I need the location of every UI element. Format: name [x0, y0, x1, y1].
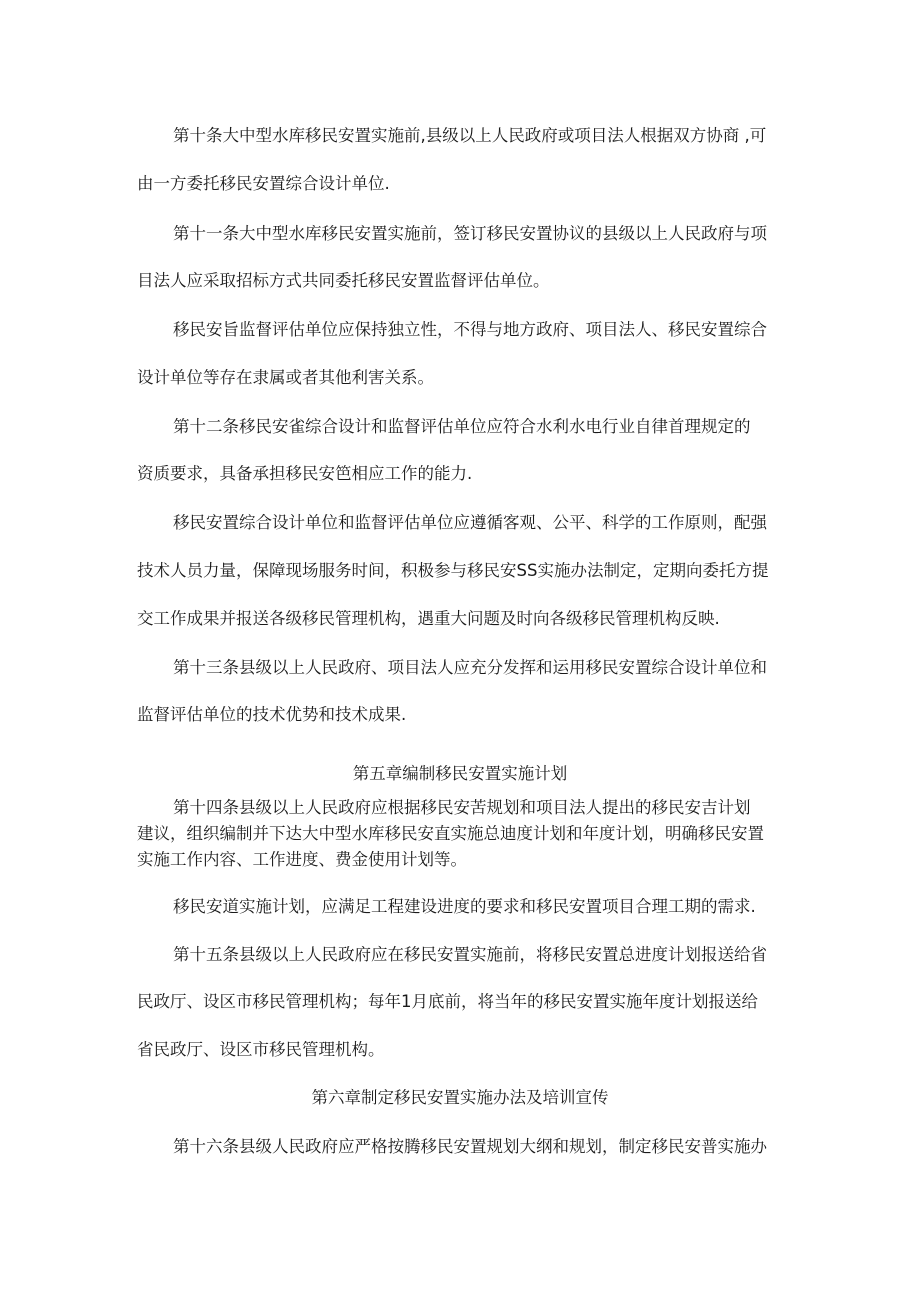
paragraph-principles-line-1: 移民安置综合设计单位和监督评估单位应遵循客观、公平、科学的工作原则，配强	[173, 513, 767, 532]
paragraph-independence-line-2: 设计单位等存在隶属或者其他利害关系。	[137, 368, 434, 387]
paragraph-article-10-line-2: 由一方委托移民安置综合设计单位.	[137, 174, 390, 193]
chapter-5-heading: 第五章编制移民安置实施计划	[352, 764, 568, 783]
paragraph-article-12-line-2: 资质要求，具备承担移民安笆相应工作的能力.	[137, 464, 473, 483]
paragraph-article-11-line-1: 第十一条大中型水库移民安置实施前，签订移民安置协议的县级以上人民政府与项	[173, 224, 767, 243]
paragraph-principles-line-3: 交工作成果并报送各级移民管理机构，遇重大问题及时向各级移民管理机构反映.	[137, 609, 720, 628]
paragraph-plan-line-1: 移民安道实施计划，应满足工程建设进度的要求和移民安置项目合理工期的需求.	[173, 897, 756, 916]
paragraph-article-15-line-2: 民政厅、设区市移民管理机构；每年1月底前，将当年的移民安置实施年度计划报送给	[137, 992, 758, 1011]
paragraph-principles-line-2: 技术人员力量，保障现场服务时间，积极参与移民安SS实施办法制定，定期向委托方提	[137, 561, 769, 580]
paragraph-independence-line-1: 移民安旨监督评估单位应保持独立性，不得与地方政府、项目法人、移民安置综合	[173, 320, 767, 339]
paragraph-article-15-line-3: 省民政厅、设区市移民管理机构。	[137, 1040, 385, 1059]
paragraph-article-13-line-2: 监督评估单位的技术优势和技术成果.	[137, 705, 407, 724]
paragraph-article-13-line-1: 第十三条县级以上人民政府、项目法人应充分发挥和运用移民安置综合设计单位和	[173, 658, 767, 677]
paragraph-article-15-line-1: 第十五条县级以上人民政府应在移民安置实施前，将移民安置总进度计划报送给省	[173, 945, 767, 964]
paragraph-article-16-line-1: 第十六条县级人民政府应严格按腾移民安置规划大纲和规划，制定移民安普实施办	[173, 1137, 767, 1156]
paragraph-article-14-line-3: 实施工作内容、工作进度、费金使用计划等。	[137, 850, 467, 869]
paragraph-article-14-line-1: 第十四条县级以上人民政府应根据移民安苦规划和项目法人提出的移民安吉计划	[173, 798, 751, 817]
paragraph-article-10-line-1: 第十条大中型水库移民安置实施前,县级以上人民政府或项目法人根据双方协商 ,可	[173, 126, 767, 145]
paragraph-article-11-line-2: 目法人应采取招标方式共同委托移民安置监督评估单位。	[137, 271, 550, 290]
paragraph-article-12-line-1: 第十二条移民安雀综合设计和监督评估单位应符合水利水电行业自律首理规定的	[173, 417, 751, 436]
paragraph-article-14-line-2: 建议，组织编制并下达大中型水库移民安直实施总迪度计划和年度计划，明确移民安置	[137, 824, 764, 843]
chapter-6-heading: 第六章制定移民安置实施办法及培训宣传	[311, 1088, 609, 1107]
